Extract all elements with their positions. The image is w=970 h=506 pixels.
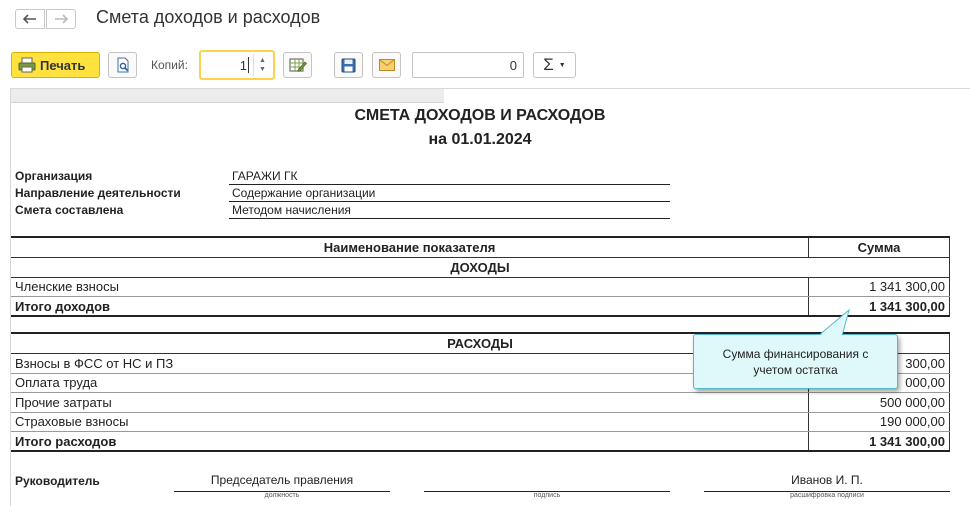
row-amount: 000,00 [809, 373, 950, 393]
report-title: СМЕТА ДОХОДОВ И РАСХОДОВ [354, 107, 606, 124]
row-amount: 500 000,00 [809, 393, 950, 413]
section-title-expenses: РАСХОДЫ [11, 334, 950, 354]
print-button-label: Печать [40, 57, 86, 73]
info-label-method: Смета составлена [15, 203, 124, 217]
column-header-name: Наименование показателя [11, 238, 809, 258]
info-value-activity: Содержание организации [232, 186, 376, 200]
signature-caption-position: должность [264, 492, 300, 499]
info-label-activity: Направление деятельности [15, 186, 181, 200]
signature-caption-name: расшифровка подписи [790, 492, 864, 499]
row-name: Оплата труда [11, 373, 809, 393]
table-row[interactable] [11, 277, 950, 297]
column-header-amount: Сумма [809, 238, 950, 258]
forward-button[interactable] [46, 9, 76, 29]
report-date: на 01.01.2024 [428, 131, 532, 148]
row-amount: 300,00 [809, 354, 950, 374]
info-value-organization: ГАРАЖИ ГК [232, 169, 298, 183]
preview-icon [115, 57, 131, 73]
edit-mode-button[interactable] [283, 52, 312, 78]
divider [229, 184, 670, 185]
income-table [11, 238, 950, 317]
total-name: Итого доходов [11, 297, 809, 317]
text-caret [248, 57, 249, 73]
section-title-income: ДОХОДЫ [11, 258, 950, 278]
sum-mode-dropdown[interactable] [533, 52, 576, 78]
arrow-right-icon [54, 14, 68, 24]
window-title: Смета доходов и расходов [96, 7, 321, 27]
sheet-column-strip [11, 89, 444, 103]
total-row-income[interactable] [11, 297, 950, 317]
row-name: Страховые взносы [11, 412, 809, 432]
callout-note [693, 334, 898, 389]
total-name: Итого расходов [11, 432, 809, 452]
signature-position: Председатель правления [210, 473, 354, 487]
callout-text: Сумма финансирования с учетом остатка [722, 346, 869, 377]
edit-table-icon [289, 57, 307, 73]
table-row[interactable] [11, 393, 950, 413]
copies-value: 1 [239, 58, 247, 73]
info-value-method: Методом начисления [232, 203, 351, 217]
floppy-disk-icon [341, 58, 356, 73]
table-header-row [11, 238, 950, 258]
envelope-icon [379, 59, 395, 71]
sigma-icon: Σ [543, 55, 554, 74]
sum-field[interactable]: 0 [412, 52, 524, 78]
divider [229, 201, 670, 202]
row-name: Прочие затраты [11, 393, 809, 413]
section-row-income [11, 258, 950, 278]
total-amount: 1 341 300,00 [809, 297, 950, 317]
table-row[interactable] [11, 412, 950, 432]
spin-down-icon[interactable]: ▼ [259, 66, 266, 73]
info-label-organization: Организация [15, 169, 93, 183]
copies-stepper[interactable] [253, 54, 271, 76]
back-button[interactable] [15, 9, 45, 29]
signature-caption-sign: подпись [533, 492, 561, 499]
divider [229, 218, 670, 219]
row-amount: 190 000,00 [809, 412, 950, 432]
row-name: Взносы в ФСС от НС и ПЗ [11, 354, 809, 374]
chevron-down-icon: ▼ [558, 61, 566, 69]
row-name: Членские взносы [11, 277, 809, 297]
total-row-expenses[interactable] [11, 432, 950, 452]
printer-icon [18, 57, 36, 73]
save-button[interactable] [334, 52, 363, 78]
copies-input[interactable] [199, 50, 275, 80]
spin-up-icon[interactable]: ▲ [259, 57, 266, 64]
preview-button[interactable] [108, 52, 137, 78]
send-email-button[interactable] [372, 52, 401, 78]
print-button[interactable] [11, 52, 100, 78]
copies-label: Копий: [151, 58, 188, 72]
signature-label: Руководитель [15, 474, 100, 488]
total-amount: 1 341 300,00 [809, 432, 950, 452]
arrow-left-icon [23, 14, 37, 24]
signature-name: Иванов И. П. [791, 473, 863, 487]
row-amount: 1 341 300,00 [809, 277, 950, 297]
